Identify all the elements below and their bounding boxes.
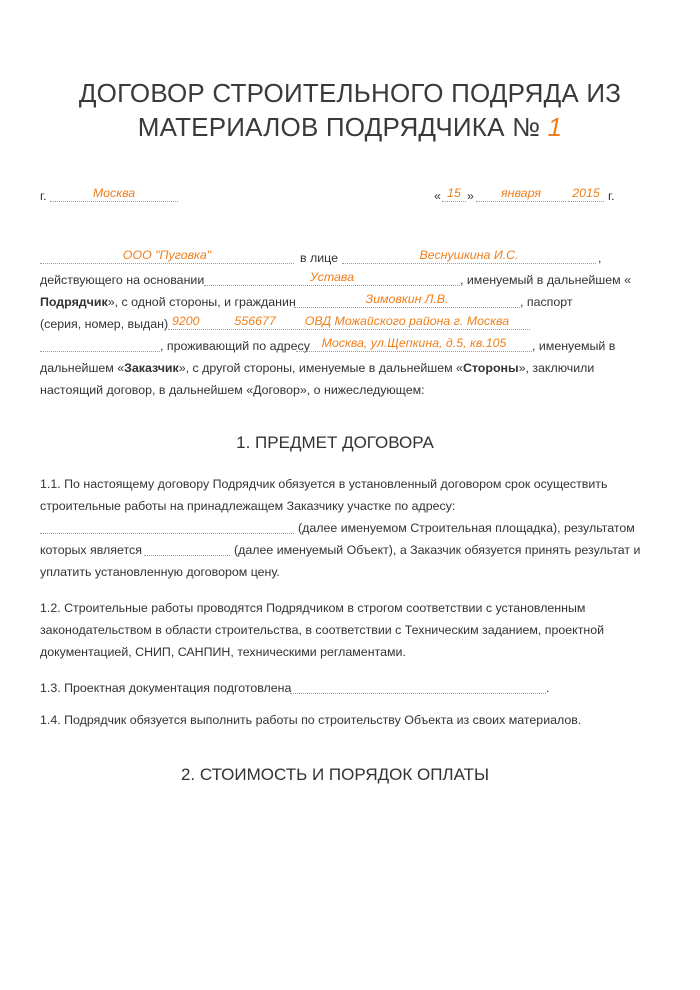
address-field[interactable]: Москва, ул.Щепкина, д.5, кв.105 bbox=[296, 336, 532, 352]
passport-field[interactable] bbox=[168, 314, 530, 330]
customer-term: Заказчик bbox=[124, 361, 179, 375]
passport-number: 556677 bbox=[234, 314, 276, 328]
p13-end: . bbox=[546, 681, 550, 695]
p11-line-4b: (далее именуемый Объект), а Заказчик обязуется принять результат и bbox=[234, 543, 641, 557]
p12-line-3: документацией, СНИП, САНПИН, техническими регламентами. bbox=[40, 645, 406, 659]
parties-term: Стороны bbox=[462, 361, 519, 375]
city-prefix: г. bbox=[40, 189, 47, 203]
contractor-name-field[interactable]: ООО "Пуговка" bbox=[40, 248, 294, 264]
contract-number[interactable]: 1 bbox=[547, 112, 563, 142]
contractor-term-line bbox=[40, 294, 296, 310]
contractor-term: Подрядчик bbox=[40, 295, 108, 309]
parties-line-7 bbox=[40, 360, 594, 376]
passport-series: 9200 bbox=[172, 314, 200, 328]
p12-line-1: 1.2. Строительные работы проводятся Подрядчиком в строгом соответствии с установленным bbox=[40, 601, 586, 615]
passport-details-label: (серия, номер, выдан) bbox=[40, 317, 169, 331]
section-1-heading: 1. ПРЕДМЕТ ДОГОВОРА bbox=[236, 433, 434, 452]
p11-line-1: 1.1. По настоящему договору Подрядчик обязуется в установленный договором срок осуществить bbox=[40, 477, 608, 491]
comma: , bbox=[598, 251, 602, 265]
line7-a: дальнейшем « bbox=[40, 361, 125, 375]
p11-line-2: строительные работы на принадлежащем Заказчику участке по адресу: bbox=[40, 499, 456, 513]
year-field[interactable]: 2015 bbox=[568, 186, 604, 202]
construction-site-address-field[interactable] bbox=[40, 518, 294, 534]
p11-line-4a: которых является bbox=[40, 543, 142, 557]
date-quote-open: « bbox=[434, 189, 441, 203]
title-line-2 bbox=[40, 110, 660, 144]
one-side-label: », с одной стороны, и гражданин bbox=[107, 295, 296, 309]
passport-label: , паспорт bbox=[520, 295, 573, 309]
title-line-1: ДОГОВОР СТРОИТЕЛЬНОГО ПОДРЯДА ИЗ bbox=[78, 78, 622, 108]
city-field[interactable]: Москва bbox=[50, 186, 178, 202]
p14-text: 1.4. Подрядчик обязуется выполнить работы по строительству Объекта из своих материалов. bbox=[40, 713, 582, 727]
basis-field[interactable]: Устава bbox=[204, 270, 460, 286]
hereinafter-label: , именуемый в дальнейшем « bbox=[460, 273, 631, 287]
in-person-label: в лице bbox=[300, 251, 339, 265]
customer-name-field[interactable]: Зимовкин Л.В. bbox=[294, 292, 520, 308]
day-field[interactable]: 15 bbox=[442, 186, 466, 202]
document-title bbox=[40, 76, 660, 144]
passport-issuer: ОВД Можайского района г. Москва bbox=[304, 314, 510, 328]
p13-label: 1.3. Проектная документация подготовлена bbox=[40, 681, 292, 695]
p11-line-5: уплатить установленную договором цену. bbox=[40, 565, 280, 579]
date-quote-close: » bbox=[467, 189, 474, 203]
hereinafter-label-2: , именуемый в bbox=[532, 339, 616, 353]
p12-line-2: законодательством в области строительства, в соответствии с Техническим заданием, проектной bbox=[40, 623, 605, 637]
blank-field-before-address[interactable] bbox=[40, 336, 160, 352]
line7-b: », с другой стороны, именуемые в дальнейшем « bbox=[178, 361, 463, 375]
month-field[interactable]: января bbox=[476, 186, 566, 202]
section-2-heading: 2. СТОИМОСТЬ И ПОРЯДОК ОПЛАТЫ bbox=[180, 765, 490, 784]
representative-field[interactable]: Веснушкина И.С. bbox=[342, 248, 596, 264]
project-docs-field[interactable] bbox=[290, 678, 546, 694]
parties-line-8: настоящий договор, в дальнейшем «Договор», о нижеследующем: bbox=[40, 383, 425, 397]
line7-c: », заключили bbox=[518, 361, 595, 375]
object-field[interactable] bbox=[144, 540, 230, 556]
acting-basis-label: действующего на основании bbox=[40, 273, 205, 287]
title-line-2-text: МАТЕРИАЛОВ ПОДРЯДЧИКА № bbox=[137, 112, 541, 142]
residing-label: , проживающий по адресу bbox=[160, 339, 310, 353]
p11-line-3: (далее именуемом Строительная площадка), результатом bbox=[298, 521, 635, 535]
year-suffix: г. bbox=[608, 189, 615, 203]
